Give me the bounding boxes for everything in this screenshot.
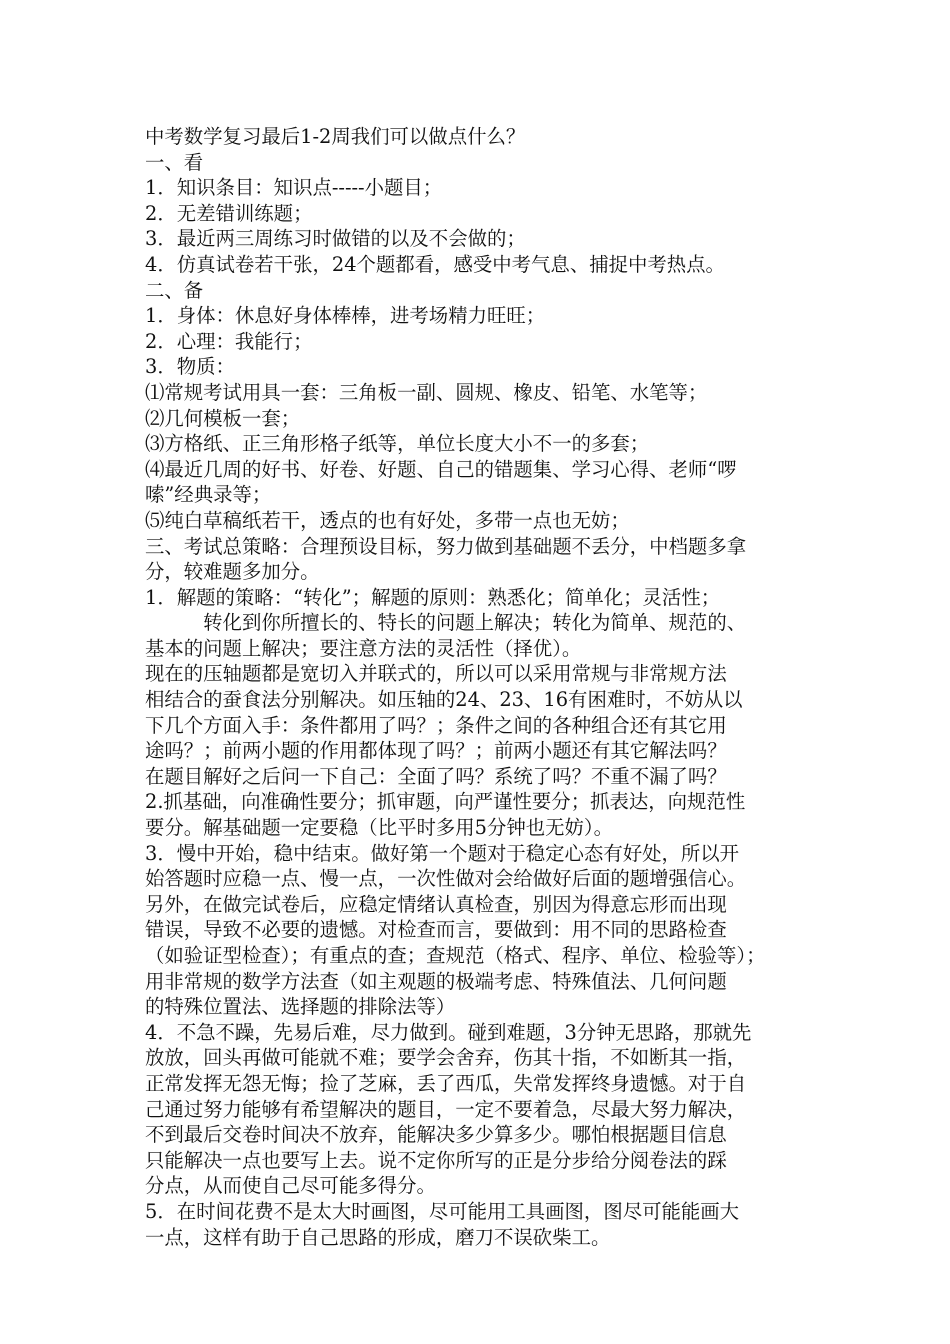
text-line: 下几个方面入手：条件都用了吗？；条件之间的各种组合还有其它用	[145, 713, 727, 737]
text-line: ⑴常规考试用具一套：三角板一副、圆规、橡皮、铅笔、水笔等；	[145, 380, 708, 404]
text-line: 不到最后交卷时间决不放弃，能解决多少算多少。哪怕根据题目信息	[145, 1123, 727, 1147]
text-line: 途吗？；前两小题的作用都体现了吗？；前两小题还有其它解法吗？	[145, 739, 727, 763]
text-line: 分，较难题多加分。	[145, 560, 320, 584]
text-line: 1．身体：休息好身体棒棒，进考场精力旺旺；	[145, 304, 546, 328]
text-line: 要分。解基础题一定要稳（比平时多用5分钟也无妨）。	[145, 816, 614, 840]
text-line: 2．无差错训练题；	[145, 201, 313, 225]
document-body	[145, 124, 825, 1250]
text-line: 相结合的蚕食法分别解决。如压轴的24、23、16有困难时，不妨从以	[145, 688, 743, 712]
text-line: 用非常规的数学方法查（如主观题的极端考虑、特殊值法、几何问题	[145, 969, 727, 993]
text-line: 在题目解好之后问一下自己：全面了吗？系统了吗？不重不漏了吗？	[145, 764, 727, 788]
text-line: 始答题时应稳一点、慢一点，一次性做对会给做好后面的题增强信心。	[145, 867, 747, 891]
text-line: 中考数学复习最后1-2周我们可以做点什么？	[145, 125, 526, 148]
text-line: 一点，这样有助于自己思路的形成，磨刀不误砍柴工。	[145, 1225, 611, 1249]
text-line: 3．最近两三周练习时做错的以及不会做的；	[145, 227, 526, 251]
text-line: 转化到你所擅长的、特长的问题上解决；转化为简单、规范的、	[145, 611, 747, 635]
text-line: 的特殊位置法、选择题的排除法等）	[145, 995, 456, 1019]
text-line: 分点，从而使自己尽可能多得分。	[145, 1174, 436, 1198]
text-line: 3．物质：	[145, 355, 235, 379]
text-line: 三、考试总策略：合理预设目标，努力做到基础题不丢分，中档题多拿	[145, 534, 747, 558]
text-line: 二、备	[145, 278, 204, 302]
text-line: 3．慢中开始，稳中结束。做好第一个题对于稳定心态有好处，所以开	[145, 841, 740, 865]
text-line: 嗦”经典录等；	[145, 483, 272, 507]
text-line: ⑵几何模板一套；	[145, 406, 301, 430]
text-line: 己通过努力能够有希望解决的题目，一定不要着急，尽最大努力解决，	[145, 1097, 747, 1121]
text-line: ⑷最近几周的好书、好卷、好题、自己的错题集、学习心得、老师“啰	[145, 457, 737, 481]
text-line: 1．解题的策略：“转化”；解题的原则：熟悉化；简单化；灵活性；	[145, 585, 721, 609]
text-line: 错误，导致不必要的遗憾。对检查而言，要做到：用不同的思路检查	[145, 918, 727, 942]
text-line: ⑶方格纸、正三角形格子纸等，单位长度大小不一的多套；	[145, 432, 650, 456]
text-line: ⑸纯白草稿纸若干，透点的也有好处，多带一点也无妨；	[145, 508, 630, 532]
text-line: 2．心理：我能行；	[145, 329, 313, 353]
text-line: 另外，在做完试卷后，应稳定情绪认真检查，别因为得意忘形而出现	[145, 892, 727, 916]
text-line: 4．不急不躁，先易后难，尽力做到。碰到难题，3分钟无思路，那就先	[145, 1020, 752, 1044]
text-line: 现在的压轴题都是宽切入并联式的，所以可以采用常规与非常规方法	[145, 662, 727, 686]
text-line: 放放，回头再做可能就不难；要学会舍弃，伤其十指，不如断其一指，	[145, 1046, 747, 1070]
text-line: 4．仿真试卷若干张，24个题都看，感受中考气息、捕捉中考热点。	[145, 252, 725, 276]
text-line: 基本的问题上解决；要注意方法的灵活性（择优）。	[145, 636, 582, 660]
text-line: 2.抓基础，向准确性要分；抓审题，向严谨性要分；抓表达，向规范性	[145, 790, 746, 814]
text-line: 一、看	[145, 150, 204, 174]
text-line: 只能解决一点也要写上去。说不定你所写的正是分步给分阅卷法的踩	[145, 1148, 727, 1172]
text-line: 5．在时间花费不是太大时画图，尽可能用工具画图，图尽可能能画大	[145, 1199, 740, 1223]
text-line: （如验证型检查）；有重点的查；查规范（格式、程序、单位、检验等）；	[145, 944, 766, 967]
text-line: 正常发挥无怨无悔；捡了芝麻，丢了西瓜，失常发挥终身遗憾。对于自	[145, 1071, 747, 1095]
text-line: 1．知识条目：知识点-----小题目；	[145, 176, 443, 200]
